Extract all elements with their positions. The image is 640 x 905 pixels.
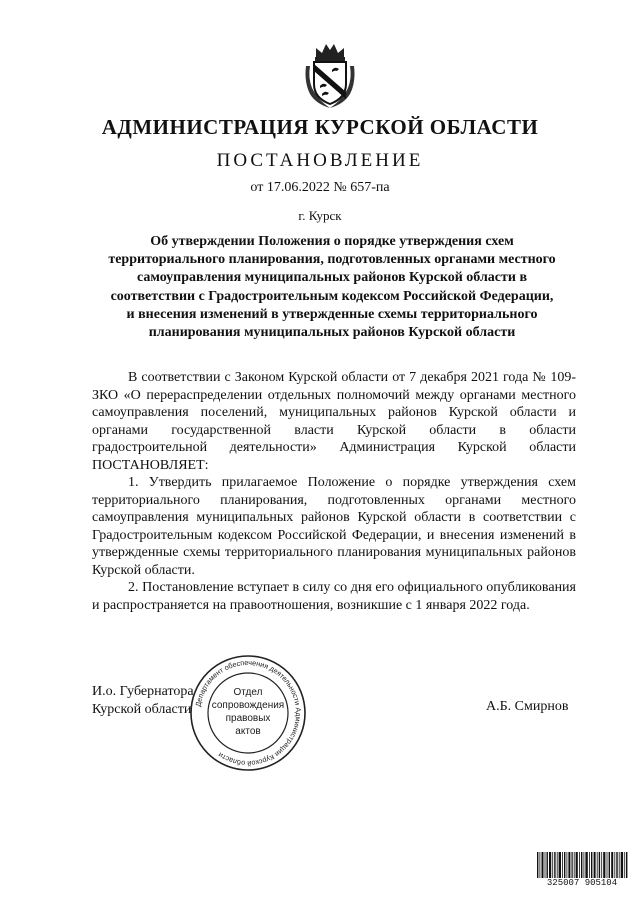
body-paragraph-item-2: 2. Постановление вступает в силу со дня его официального опубликования и распространяется на правоотношения, возникшие с 1 января 2022 года.: [92, 580, 576, 613]
stamp-ring-text: Департамент обеспечения деятельности Администрации Курской области: [193, 657, 304, 769]
heading-line: самоуправления муниципальных районов Курской области в: [136, 270, 528, 286]
document-body: [92, 369, 576, 614]
kursk-coat-of-arms-icon: [302, 42, 358, 110]
barcode-number: 325007 905104: [536, 878, 628, 889]
heading-line: территориального планирования, подготовленных органами местного: [108, 252, 556, 268]
stamp-line: актов: [235, 726, 261, 737]
body-paragraph-item-1: 1. Утвердить прилагаемое Положение о порядке утверждения схем территориального планирования, подготовленных органами местного самоуправления муниципальных районов Курской области в соответствии с Градостроительным кодексом Российской Федерации, и внесения изменений в утвержденные схемы территориального планирования муниципальных районов Курской области.: [92, 475, 576, 578]
body-paragraph-preamble: В соответствии с Законом Курской области от 7 декабря 2021 года № 109-ЗКО «О перераспределении отдельных полномочий между органами местного самоуправления поселений, муниципальных районов Курской области и органами государственной власти Курской области в области градостроительной деятельности» Администрация Курской области ПОСТАНОВЛЯЕТ:: [92, 370, 576, 473]
heading-line: соответствии с Градостроительным кодексом Российской Федерации,: [110, 288, 554, 304]
heading-line: и внесения изменений в утвержденные схемы территориального: [126, 306, 538, 322]
stamp-line: сопровождения: [211, 700, 285, 711]
signatory-position-line: И.о. Губернатора: [92, 684, 194, 699]
document-city: г. Курск: [298, 208, 342, 223]
signatory-position: [92, 683, 194, 719]
stamp-line: Отдел: [233, 687, 263, 698]
signatory-name: А.Б. Смирнов: [486, 699, 569, 714]
document-type: ПОСТАНОВЛЕНИЕ: [216, 150, 424, 171]
document-heading: [88, 233, 576, 342]
heading-line: Об утверждении Положения о порядке утверждения схем: [150, 234, 514, 249]
stamp-inner-text: [205, 686, 291, 738]
stamp-line: правовых: [225, 713, 271, 724]
document-date-number: от 17.06.2022 № 657-па: [250, 180, 390, 195]
organization-title: АДМИНИСТРАЦИЯ КУРСКОЙ ОБЛАСТИ: [101, 115, 539, 139]
signatory-position-line: Курской области: [92, 702, 192, 717]
heading-line: планирования муниципальных районов Курской области: [148, 325, 516, 341]
